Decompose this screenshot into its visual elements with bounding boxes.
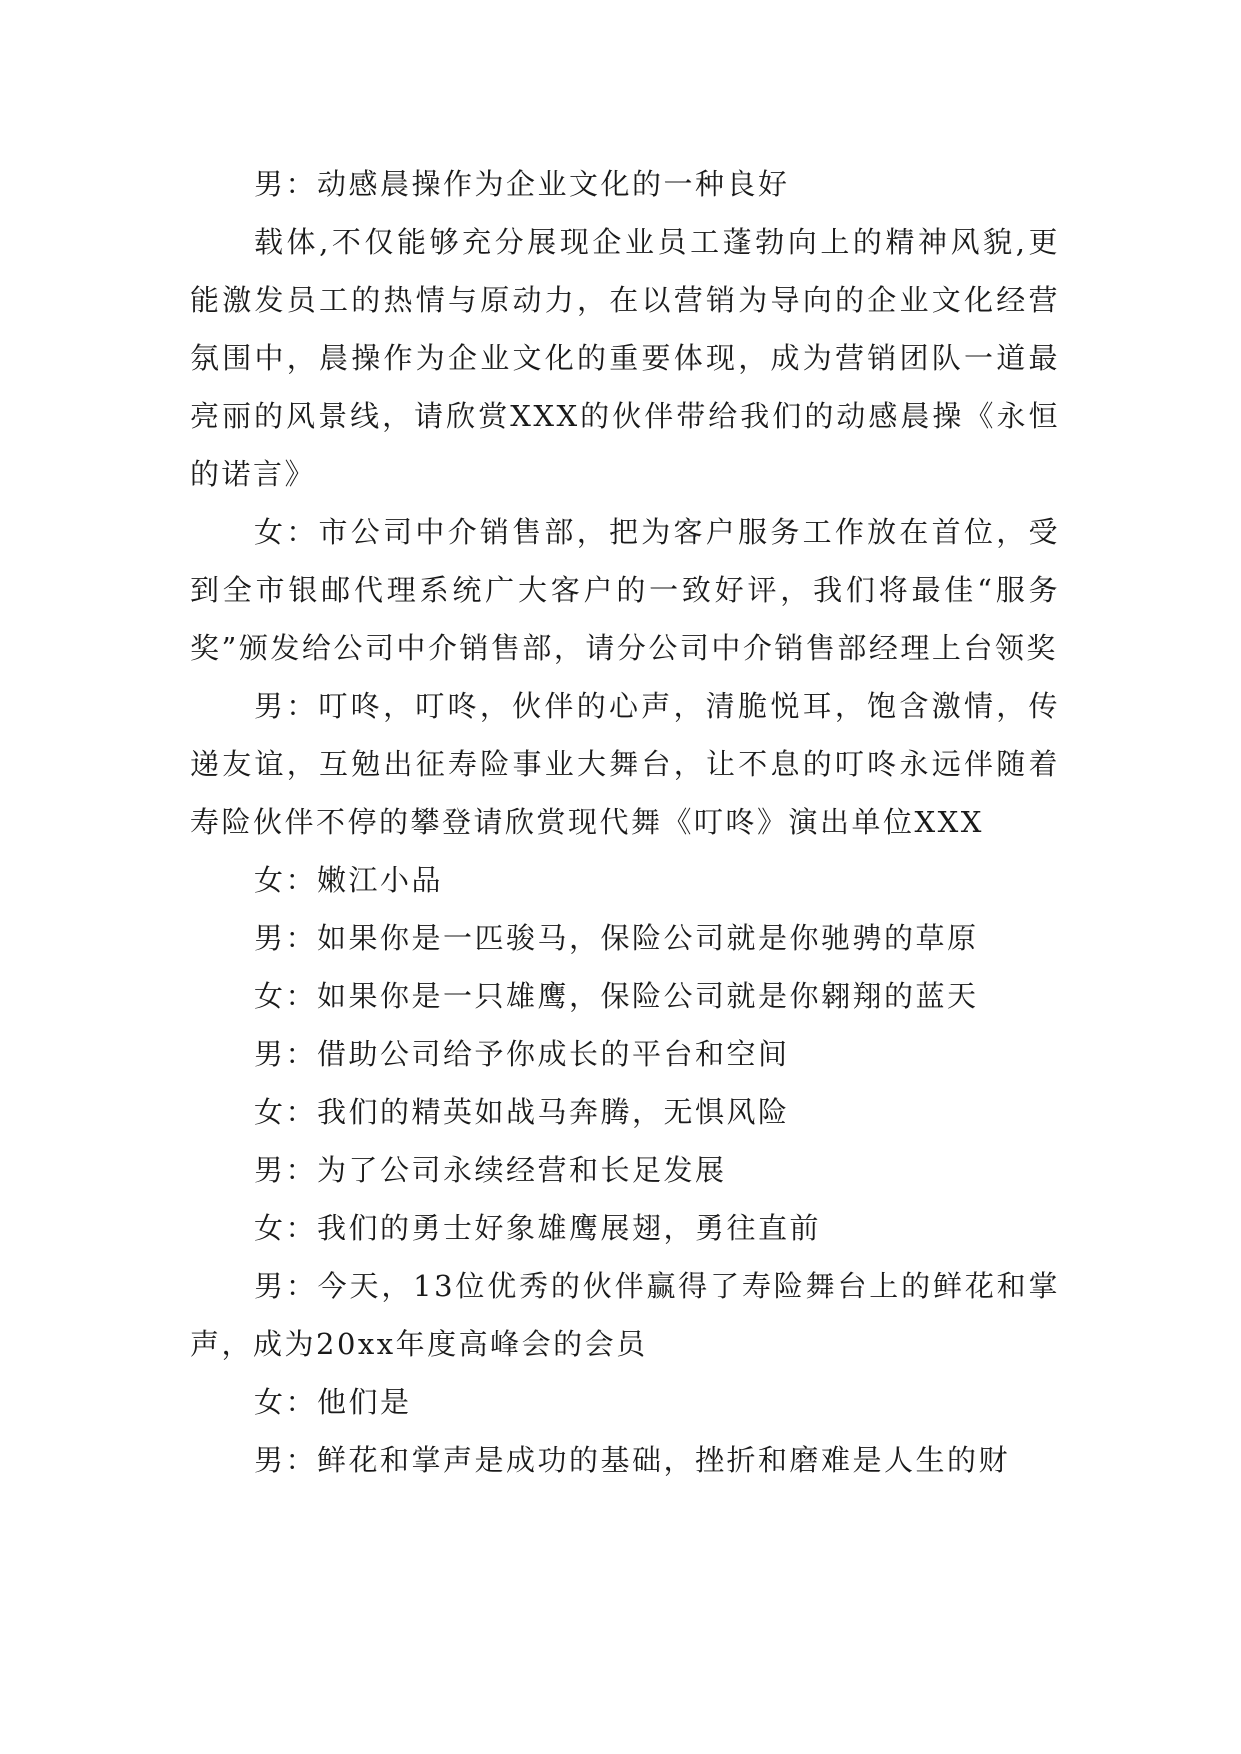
paragraph: 女：市公司中介销售部，把为客户服务工作放在首位，受到全市银邮代理系统广大客户的一致好评，我们将最佳“服务奖”颁发给公司中介销售部，请分公司中介销售部经理上台领奖 — [190, 515, 1060, 665]
paragraph: 女：我们的精英如战马奔腾，无惧风险 — [254, 1095, 790, 1129]
paragraph: 男：动感晨操作为企业文化的一种良好 — [254, 167, 790, 201]
paragraph: 男：今天，13位优秀的伙伴赢得了寿险舞台上的鲜花和掌声，成为20xx年度高峰会的会员 — [190, 1269, 1060, 1361]
paragraph: 男：为了公司永续经营和长足发展 — [254, 1153, 727, 1187]
paragraph: 女：如果你是一只雄鹰，保险公司就是你翱翔的蓝天 — [254, 979, 979, 1013]
paragraph: 女：嫩江小品 — [254, 863, 444, 897]
paragraph: 男：鲜花和掌声是成功的基础，挫折和磨难是人生的财 — [254, 1443, 1011, 1477]
paragraph: 男：叮咚，叮咚，伙伴的心声，清脆悦耳，饱含激情，传递友谊，互勉出征寿险事业大舞台，让不息的叮咚永远伴随着寿险伙伴不停的攀登请欣赏现代舞《叮咚》演出单位XXX — [190, 689, 1060, 839]
paragraph: 女：他们是 — [254, 1385, 412, 1419]
paragraph: 女：我们的勇士好象雄鹰展翅，勇往直前 — [254, 1211, 822, 1245]
paragraph: 男：如果你是一匹骏马，保险公司就是你驰骋的草原 — [254, 921, 979, 955]
paragraph: 男：借助公司给予你成长的平台和空间 — [254, 1037, 790, 1071]
document-body — [190, 155, 1060, 1489]
paragraph: 载体,不仅能够充分展现企业员工蓬勃向上的精神风貌,更能激发员工的热情与原动力，在以营销为导向的企业文化经营氛围中，晨操作为企业文化的重要体现，成为营销团队一道最亮丽的风景线，请欣赏XXX的伙伴带给我们的动感晨操《永恒的诺言》 — [190, 225, 1060, 491]
